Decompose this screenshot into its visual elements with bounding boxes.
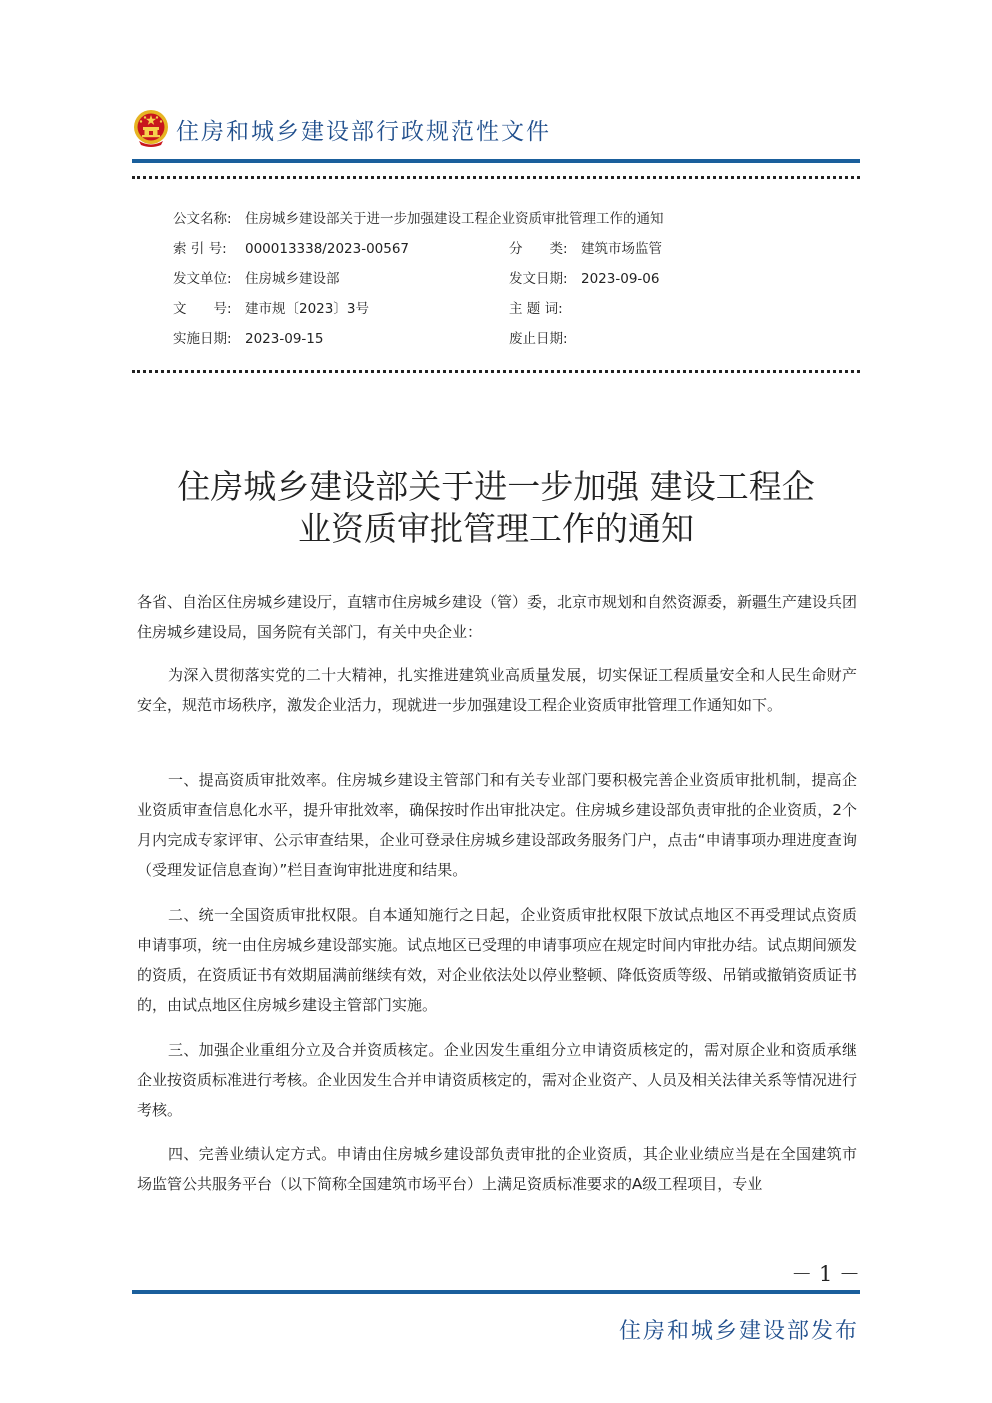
meta-label: 文 号: bbox=[173, 301, 232, 317]
footer-divider bbox=[132, 1290, 860, 1294]
meta-label: 分 类: bbox=[509, 241, 568, 257]
meta-label: 索 引 号: bbox=[173, 241, 227, 257]
intro-paragraph: 为深入贯彻落实党的二十大精神，扎实推进建筑业高质量发展，切实保证工程质量安全和人民生命财产安全，规范市场秩序，激发企业活力，现就进一步加强建设工程企业资质审批管理工作通知如下。 bbox=[137, 666, 857, 714]
meta-subject bbox=[509, 297, 581, 317]
header-title: 住房和城乡建设部行政规范性文件 bbox=[176, 119, 551, 145]
header-divider bbox=[132, 159, 860, 163]
item-2-paragraph: 二、统一全国资质审批权限。自本通知施行之日起，企业资质审批权限下放试点地区不再受理试点资质申请事项，统一由住房城乡建设部实施。试点地区已受理的申请事项应在规定时间内审批办结。试点期间颁发的资质，在资质证书有效期届满前继续有效，对企业依法处以停业整顿、降低资质等级、吊销或撤销资质证书的，由试点地区住房城乡建设主管部门实施。 bbox=[137, 906, 858, 1014]
meta-value: 000013338/2023-00567 bbox=[245, 241, 410, 257]
document-title bbox=[136, 466, 856, 550]
meta-category bbox=[509, 237, 662, 257]
meta-doc-name bbox=[173, 207, 664, 227]
meta-effective-date bbox=[173, 327, 323, 347]
footer-publisher: 住房和城乡建设部发布 bbox=[618, 1319, 859, 1344]
meta-label: 公文名称: bbox=[173, 211, 232, 227]
meta-value: 建市规〔2023〕3号 bbox=[245, 301, 369, 317]
title-line-2: 业资质审批管理工作的通知 bbox=[298, 509, 694, 548]
meta-label: 实施日期: bbox=[173, 331, 232, 347]
national-emblem-icon bbox=[132, 108, 170, 148]
meta-label: 发文单位: bbox=[173, 271, 232, 287]
meta-issue-date bbox=[509, 267, 659, 287]
meta-value: 建筑市场监管 bbox=[581, 241, 662, 257]
meta-label: 废止日期: bbox=[509, 331, 568, 347]
meta-value: 住房城乡建设部 bbox=[245, 271, 340, 287]
addressee-paragraph: 各省、自治区住房城乡建设厅，直辖市住房城乡建设（管）委，北京市规划和自然资源委，新疆生产建设兵团住房城乡建设局，国务院有关部门，有关中央企业： bbox=[137, 593, 858, 641]
meta-value: 2023-09-15 bbox=[245, 331, 324, 347]
item-1-paragraph: 一、提高资质审批效率。住房城乡建设主管部门和有关专业部门要积极完善企业资质审批机制，提高企业资质审查信息化水平，提升审批效率，确保按时作出审批决定。住房城乡建设部负责审批的企业资质，2个月内完成专家评审、公示审查结果，企业可登录住房城乡建设部政务服务门户，点击“申请事项办理进度查询（受理发证信息查询）”栏目查询审批进度和结果。 bbox=[137, 771, 857, 879]
meta-index bbox=[173, 237, 409, 257]
meta-top-divider bbox=[132, 176, 860, 179]
meta-issuer bbox=[173, 267, 340, 287]
item-3-paragraph: 三、加强企业重组分立及合并资质核定。企业因发生重组分立申请资质核定的，需对原企业和资质承继企业按资质标准进行考核。企业因发生合并申请资质核定的，需对企业资产、人员及相关法律关系等情况进行考核。 bbox=[137, 1041, 858, 1119]
meta-label: 主 题 词: bbox=[509, 301, 563, 317]
meta-doc-no bbox=[173, 297, 369, 317]
meta-bottom-divider bbox=[132, 370, 860, 373]
page-number: － 1 － bbox=[791, 1262, 860, 1286]
item-4-paragraph: 四、完善业绩认定方式。申请由住房城乡建设部负责审批的企业资质，其企业业绩应当是在全国建筑市场监管公共服务平台（以下简称全国建筑市场平台）上满足资质标准要求的A级工程项目，专业 bbox=[137, 1145, 857, 1193]
meta-expiry-date bbox=[509, 327, 581, 347]
title-line-1: 住房城乡建设部关于进一步加强 建设工程企 bbox=[177, 467, 815, 506]
meta-label: 发文日期: bbox=[509, 271, 568, 287]
meta-value: 2023-09-06 bbox=[581, 271, 660, 287]
document-header bbox=[132, 108, 860, 152]
meta-value: 住房城乡建设部关于进一步加强建设工程企业资质审批管理工作的通知 bbox=[245, 211, 664, 227]
